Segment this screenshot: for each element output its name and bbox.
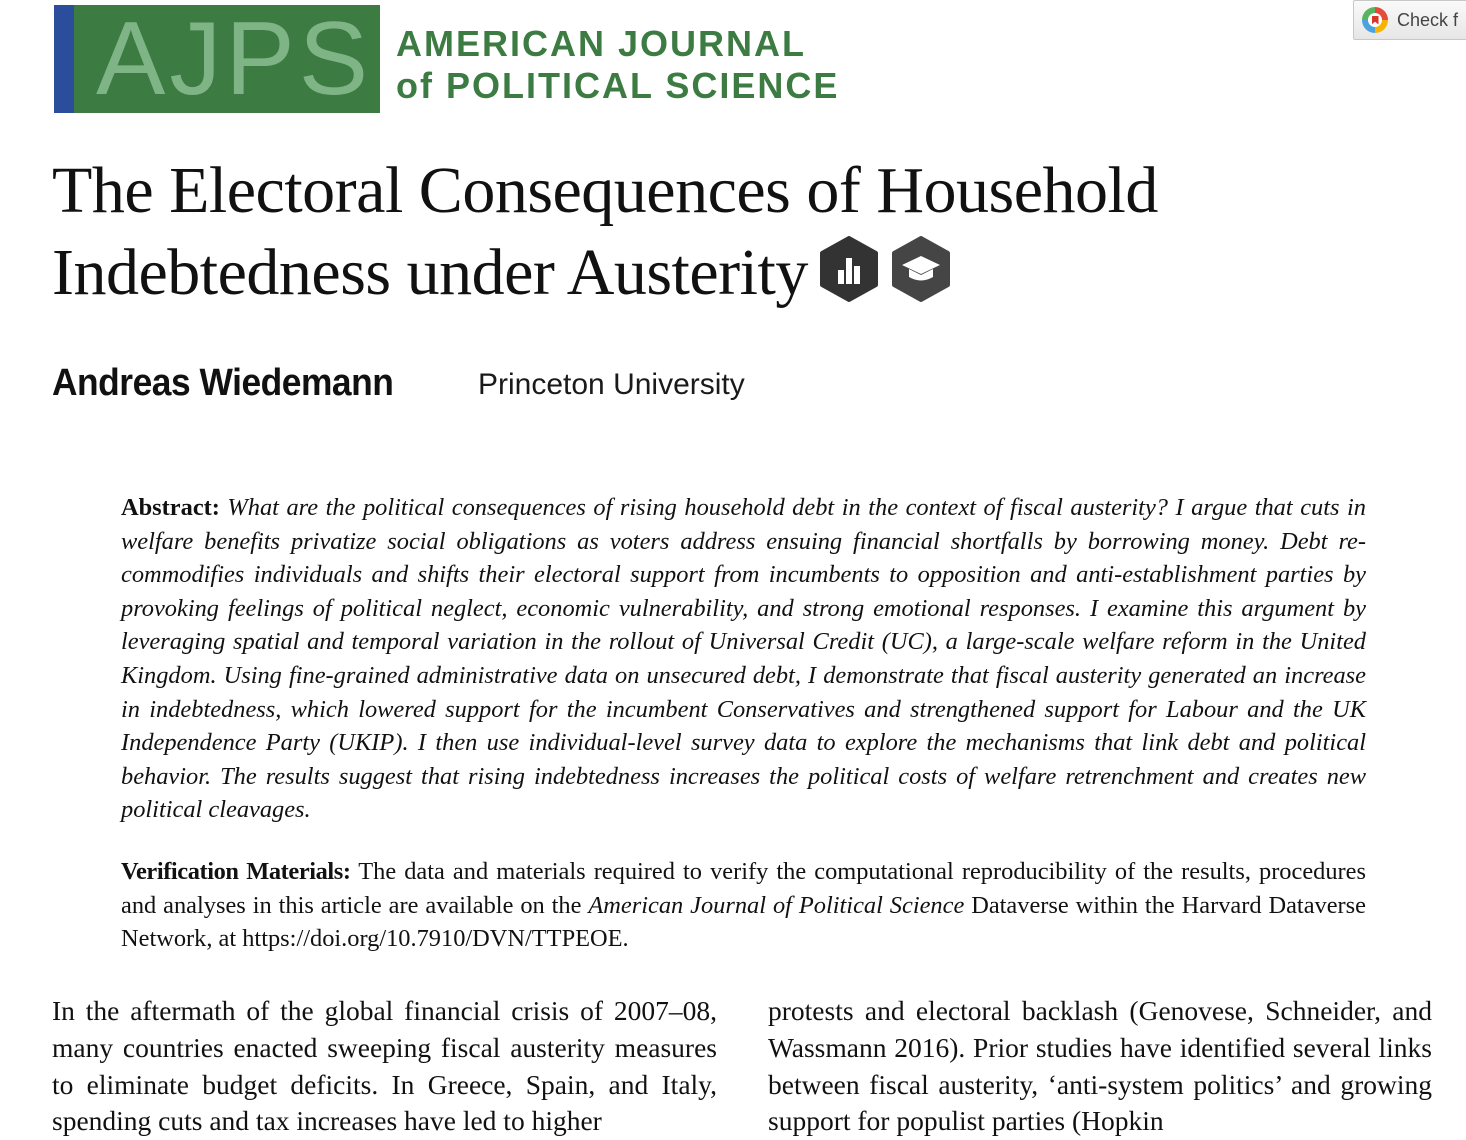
check-for-updates-button[interactable] <box>1353 0 1466 40</box>
ajps-logo <box>54 5 380 113</box>
verification-materials <box>121 855 1366 956</box>
journal-name <box>396 23 839 107</box>
verification-text-before: The data and materials required to verify the computational reproducibility of the results, procedures and analyses in this article are available on the <box>121 858 1366 919</box>
crossmark-icon <box>1362 7 1388 33</box>
author-name: Andreas Wiedemann <box>52 362 394 404</box>
verification-text-after: Dataverse within the Harvard Dataverse Network, at https://doi.org/10.7910/DVN/TTPEOE. <box>121 891 1366 953</box>
verification-label: Verification Materials: <box>121 858 351 885</box>
journal-name-line1: AMERICAN JOURNAL <box>396 23 806 64</box>
title-line-2-wrap <box>52 232 1252 314</box>
journal-name-line2: of POLITICAL SCIENCE <box>396 65 840 106</box>
body-right-column: protests and electoral backlash (Genovese, Schneider, and Wassmann 2016). Prior studies have identified several links between fiscal austerity, ‘anti-system politics’ and growing support for populist parties (Hopkin <box>768 995 1432 1137</box>
open-data-badge-icon[interactable] <box>818 236 880 302</box>
logo-text: AJPS <box>96 5 373 113</box>
journal-header <box>54 5 840 113</box>
abstract-label: Abstract: <box>121 494 220 521</box>
open-materials-badge-icon[interactable] <box>890 236 952 302</box>
check-for-updates-label: Check f <box>1397 9 1459 30</box>
author-affiliation: Princeton University <box>478 368 745 401</box>
title-line-2: Indebtedness under Austerity <box>52 236 808 309</box>
title-line-1: The Electoral Consequences of Household <box>52 154 1158 227</box>
verification-journal-name: American Journal of Political Science <box>588 891 965 919</box>
abstract <box>121 491 1366 827</box>
body-left-column: In the aftermath of the global financial crisis of 2007–08, many countries enacted sweeping fiscal austerity measures to eliminate budget deficits. In Greece, Spain, and Italy, spending cuts and tax increases have led to higher <box>52 995 717 1137</box>
article-title <box>52 150 1252 314</box>
logo-stripe <box>54 5 74 113</box>
abstract-text: What are the political consequences of rising household debt in the context of fiscal austerity? I argue that cuts in welfare benefits privatize social obligations as voters address ensuing financial shortfalls by borrowing money. Debt recommodifies individuals and shifts their electoral support from incumbents to opposition and anti-establishment parties by provoking feelings of political neglect, economic vulnerability, and strong emotional responses. I examine this argument by leveraging spatial and temporal variation in the rollout of Universal Credit (UC), a large-scale welfare reform in the United Kingdom. Using fine-grained administrative data on unsecured debt, I demonstrate that fiscal austerity generated an increase in indebtedness, which lowered support for the incumbent Conservatives and strengthened support for Labour and the UK Independence Party (UKIP). I then use individual-level survey data to explore the mechanisms that link debt and political behavior. The results suggest that rising indebtedness increases the political costs of welfare retrenchment and creates new political cleavages. <box>121 494 1366 824</box>
